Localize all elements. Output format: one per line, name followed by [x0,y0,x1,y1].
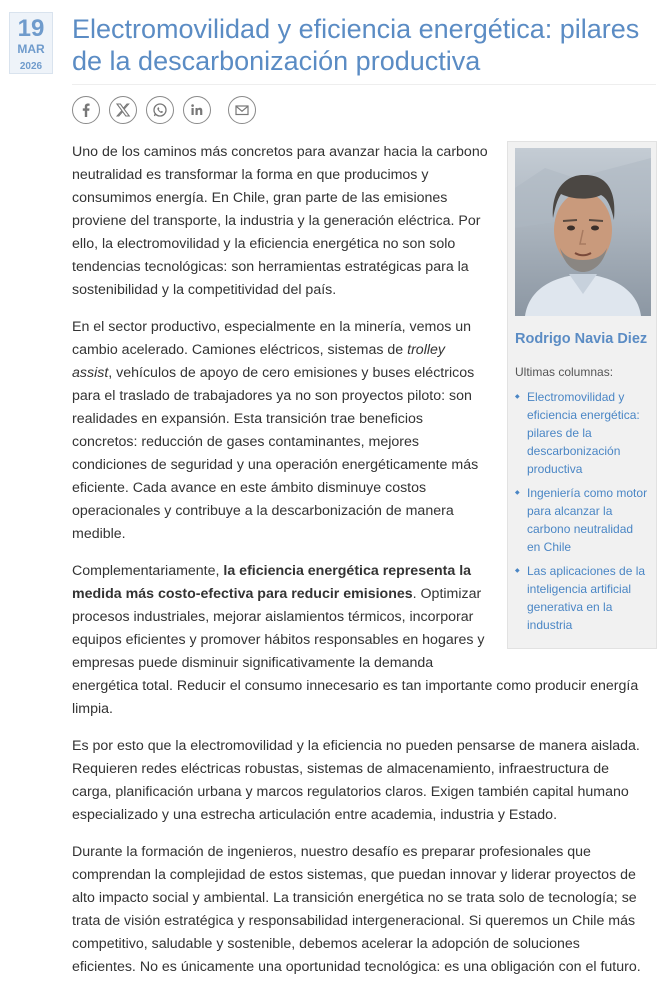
paragraph-text: , vehículos de apoyo de cero emisiones y buses eléctricos para el traslado de trabajadores ya no son proyectos piloto: son realidades en expansión. Esta transición trae beneficios concretos: reducción de gases contaminantes, mejores condiciones de seguridad y una operación energéticamente más eficiente. Cada avance en este ámbito disminuye costos operacionales y contribuye a la descarbonización de manera medible. [72,365,479,542]
article-body [72,141,647,993]
author-name[interactable]: Rodrigo Navia Diez [515,331,648,347]
bold-text: la eficiencia energética representa la medida más costo-efectiva para reducir emisiones [72,563,472,602]
author-photo [515,148,651,316]
paragraph-text: En el sector productivo, especialmente en la minería, vemos un cambio acelerado. Camiones eléctricos, sistemas de [72,319,472,358]
paragraph: Es por esto que la electromovilidad y la eficiencia no pueden pensarse de manera aislada. Requieren redes eléctricas robustas, sistemas de almacenamiento, infraestructura de carga, planificación urbana y marcos regulatorios claros. Exigen también capital humano especializado y una estrecha articulación entre academia, industria y Estado. [72,738,640,823]
date-year: 2026 [19,61,43,72]
whatsapp-icon[interactable] [146,96,174,124]
column-link[interactable]: ◆ Las aplicaciones de la inteligencia artificial generativa en la industria [515,562,649,634]
latest-columns-list [515,388,649,634]
x-icon[interactable] [109,96,137,124]
linkedin-icon[interactable] [183,96,211,124]
title-divider [72,84,656,85]
share-bar [72,96,256,126]
article-title: Electromovilidad y eficiencia energética: pilares de la descarbonización productiva [72,14,640,76]
date-day: 19 [17,15,45,42]
date-month: MAR [17,42,45,56]
column-link[interactable]: ◆ Ingeniería como motor para alcanzar la carbono neutralidad en Chile [515,484,649,556]
facebook-icon[interactable] [72,96,100,124]
paragraph-text: . Optimizar procesos industriales, mejorar aislamientos térmicos, incorporar equipos eficientes y promover hábitos responsables en hogares y empresas puede disminuir significativamente la demanda energética total. Reducir el consumo innecesario es tan importante como producir energía limpia. [72,586,639,717]
latest-columns-label: Ultimas columnas: [515,365,614,379]
paragraph: Durante la formación de ingenieros, nuestro desafío es preparar profesionales que comprendan la complejidad de estos sistemas, que puedan innovar y liderar proyectos de alto impacto social y ambiental. La transición energética no se trata solo de tecnología; se trata de visión estratégica y responsabilidad intergeneracional. Si queremos un Chile más competitivo, saludable y sostenible, debemos acelerar la adopción de soluciones eficientes. No es únicamente una oportunidad tecnológica: es una obligación con el futuro. [72,844,641,975]
date-badge [9,12,53,74]
emphasis-text: trolley assist [72,342,445,381]
author-box [507,141,657,649]
column-link[interactable]: ◆ Electromovilidad y eficiencia energética: pilares de la descarbonización productiva [515,388,649,478]
paragraph-text: Complementariamente, [72,563,224,579]
paragraph: Uno de los caminos más concretos para avanzar hacia la carbono neutralidad es transformar la forma en que producimos y consumimos energía. En Chile, gran parte de las emisiones proviene del transporte, la industria y la generación eléctrica. Por ello, la electromovilidad y la eficiencia energética no son solo tendencias tecnológicas: son herramientas estratégicas para la sostenibilidad y la competitividad del país. [72,144,488,298]
email-icon[interactable] [228,96,256,124]
